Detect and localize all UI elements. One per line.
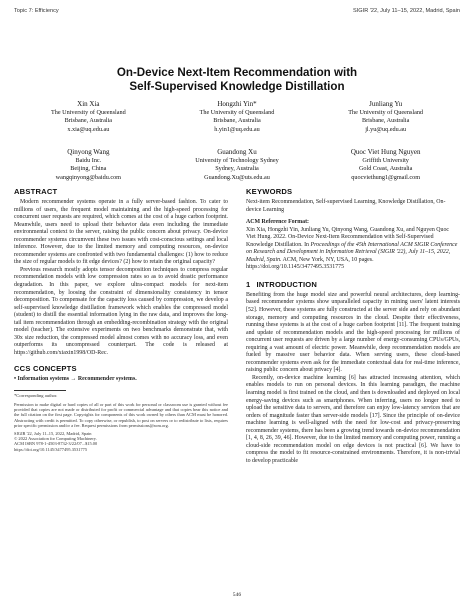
- keywords-heading: KEYWORDS: [246, 187, 293, 196]
- author-affiliation: The University of Queensland: [50, 109, 126, 116]
- author-block: [14, 148, 163, 182]
- author-email: wangqinyong@baidu.com: [55, 173, 121, 181]
- author-location: Gold Coast, Australia: [358, 165, 413, 173]
- permission-notice: Permission to make digital or hard copies of all or part of this work for personal or classroom use is granted without fee provided that copies are not made or distributed for profit or commercial advantage and that copies bear this notice and the full citation on the first page. Copyrights for components of this work owned by others than ACM must be honored. Abstracting with credit is permitted. To copy otherwise, or republish, to post on servers or to redistribute to lists, requires prior specific permission and/or a fee. Request permissions from permissions@acm.org.: [14, 401, 228, 429]
- author-name: Xin Xia: [77, 100, 100, 108]
- right-column: [246, 187, 460, 466]
- author-block: [14, 100, 163, 134]
- author-location: Brisbane, Australia: [64, 117, 113, 125]
- introduction-heading: [246, 280, 460, 289]
- intro-paragraph: Benefiting from the huge model size and powerful neural architectures, deep learning-based recommender systems show unparalleled capacity in mining users' latent interests [52]. However, these systems are fully constructed at the server side and rely on abundant storage, memory and computing resources in the cloud. Despite their effectiveness, running these systems is at the cost of a huge carbon footprint [11]. The frequent training and update of recommendation models and the high-speed processing for millions of concurrent user requests are driven by a large number of energy-consuming CPUs/GPUs, requiring a vast amount of electric power. Meanwhile, deep recommendation models are fueled by massive user behavior data. When serving users, these cloud-based recommender systems even ask for the immediate contextual data for real-time inference, raising public concern about privacy [4].: [246, 291, 460, 374]
- section-title: INTRODUCTION: [256, 279, 318, 289]
- footnote-divider: [14, 390, 66, 391]
- acm-reference-authors: Xin Xia, Hongzhi Yin, Junliang Yu, Qinyong Wang, Guandong Xu, and Nguyen Quoc Viet Hung. 2022. On-Device Next-Item Recommendation with Self-Supervised Knowledge Distillation. In: [246, 226, 449, 248]
- section-number: 1: [246, 279, 251, 289]
- abstract-body: [14, 199, 228, 357]
- author-email: jl.yu@uq.edu.au: [365, 125, 407, 133]
- keywords-list: Next-item Recommendation, Self-supervised Learning, Knowledge Distillation, On-device Learning: [246, 199, 446, 213]
- pubinfo-conference: SIGIR '22, July 11–15, 2022, Madrid, Spain: [14, 430, 92, 436]
- introduction-body: [246, 292, 460, 466]
- ccs-heading: CCS CONCEPTS: [14, 364, 77, 374]
- page-number: 546: [232, 592, 242, 598]
- author-location: Brisbane, Australia: [361, 117, 410, 125]
- ccs-concept-top: • Information systems: [14, 376, 70, 383]
- author-block: [163, 148, 312, 182]
- author-row-2: [14, 148, 460, 182]
- paper-title: [0, 66, 474, 94]
- author-name: Qinyong Wang: [67, 148, 110, 156]
- acm-reference-heading: ACM Reference Format:: [246, 219, 310, 226]
- title-line-2: Self-Supervised Knowledge Distillation: [129, 80, 345, 93]
- author-block: [311, 148, 460, 182]
- ccs-concept-sub: Recommender systems.: [77, 376, 137, 383]
- author-email: h.yin1@uq.edu.au: [214, 125, 260, 133]
- author-affiliation: University of Technology Sydney: [195, 157, 279, 164]
- author-name: Junliang Yu: [369, 100, 403, 108]
- corresponding-author-note: *Corresponding author.: [14, 393, 58, 399]
- pubinfo-doi-link[interactable]: https://doi.org/10.1145/3477495.3531775: [14, 446, 88, 452]
- abstract-paragraph: Previous research mostly adopts tensor decomposition techniques to compress regular recommendation models with low compression rates so as to avoid drastic performance degradation. In this paper, we explore ultra-compact models for next-item recommendation, by loosing the constraint of dimensionality consistency in tensor decomposition. To compensate for the capacity loss caused by compression, we develop a self-supervised knowledge distillation framework which enables the compressed model (student) to distill the essential information lying in the raw data, and improves the long-tail item recommendation through an embedding-recombination strategy with the original model (teacher). The extensive experiments on two benchmarks demonstrate that, with 30x size reduction, the compressed model almost comes with no accuracy loss, and even outperforms its uncompressed counterpart. The code is released at https://github.com/xiaxin1998/OD-Rec.: [14, 266, 228, 356]
- ccs-concepts-section: [14, 364, 228, 384]
- publication-info: [14, 431, 228, 453]
- author-name: Quoc Viet Hung Nguyen: [350, 148, 421, 156]
- author-block: [163, 100, 312, 134]
- title-line-1: On-Device Next-Item Recommendation with: [116, 66, 358, 79]
- running-header-topic: Topic 7: Efficiency: [14, 8, 59, 14]
- author-affiliation: Griffith University: [362, 157, 409, 164]
- running-header-venue: SIGIR '22, July 11–15, 2022, Madrid, Spain: [353, 8, 460, 14]
- pubinfo-isbn: ACM ISBN 978-1-4503-8732-3/22/07...$15.00: [14, 441, 98, 447]
- acm-reference-tail: ACM, New York, NY, USA, 10 pages. https://doi.org/10.1145/3477495.3531775: [246, 256, 374, 271]
- author-location: Beijing, China: [70, 165, 107, 173]
- author-location: Sydney, Australia: [215, 165, 259, 173]
- author-email: quocviethung1@gmail.com: [351, 173, 421, 181]
- author-row-1: [14, 100, 460, 134]
- ccs-concept-line: [14, 376, 228, 384]
- abstract-paragraph: Modern recommender systems operate in a fully server-based fashion. To cater to millions of users, the frequent model maintaining and the high-speed processing for concurrent user requests are required, which comes at the cost of a huge carbon footprint. Meanwhile, users need to upload their behavior data even including the immediate environmental context to the server, raising the public concern about privacy. On-device recommender systems circumvent these two issues with cost-conscious settings and local inference. However, due to the limited memory and computing resources, on-device recommender systems are confronted with two fundamental challenges: (1) how to reduce the size of regular models to fit edge devices? (2) how to retain the original capacity?: [14, 199, 228, 266]
- author-name: Guandong Xu: [217, 148, 257, 156]
- ccs-arrow: →: [69, 376, 78, 383]
- author-affiliation: Baidu Inc.: [75, 157, 102, 164]
- intro-paragraph: Recently, on-device machine learning [6] has attracted increasing attention, which enables models to run on personal devices. In this learning paradigm, the machine learning model is first trained on the cloud, and then is downloaded and deployed on local energy-saving devices such as smartphones. When inferring, users no longer need to upload the sensitive data to servers, and therefore can enjoy low-latency services that are orders of magnitude faster than server-side models [17]. Since the principle of on-device machine learning is well-aligned with the need for low-cost and privacy-preserving recommender systems, there has been a growing trend towards on-device recommendation [1, 4, 8, 26, 39, 46]. However, due to the limited memory and computing power, running a cloud-side recommendation model on edge devices is not practical [6]. We have to compress the model to fit resource-constrained environments. Therefore, it is non-trivial to develop practicable: [246, 374, 460, 464]
- left-column: [14, 187, 228, 452]
- acm-reference-text: [246, 227, 460, 272]
- author-email: Guandong.Xu@uts.edu.au: [204, 173, 270, 181]
- author-name: Hongzhi Yin*: [217, 100, 257, 108]
- pubinfo-copyright: © 2022 Association for Computing Machinery.: [14, 436, 97, 442]
- author-affiliation: The University of Queensland: [199, 109, 275, 116]
- author-location: Brisbane, Australia: [213, 117, 261, 125]
- author-affiliation: The University of Queensland: [348, 109, 424, 116]
- abstract-heading: ABSTRACT: [14, 187, 58, 196]
- author-email: x.xia@uq.edu.au: [67, 125, 110, 133]
- acm-reference-venue: Proceedings of the 45th International ACM SIGIR Conference on Research and Development in Information Retrieval (SIGIR '22), July 11–15, 2022, Madrid, Spain.: [246, 241, 458, 263]
- author-block: [311, 100, 460, 134]
